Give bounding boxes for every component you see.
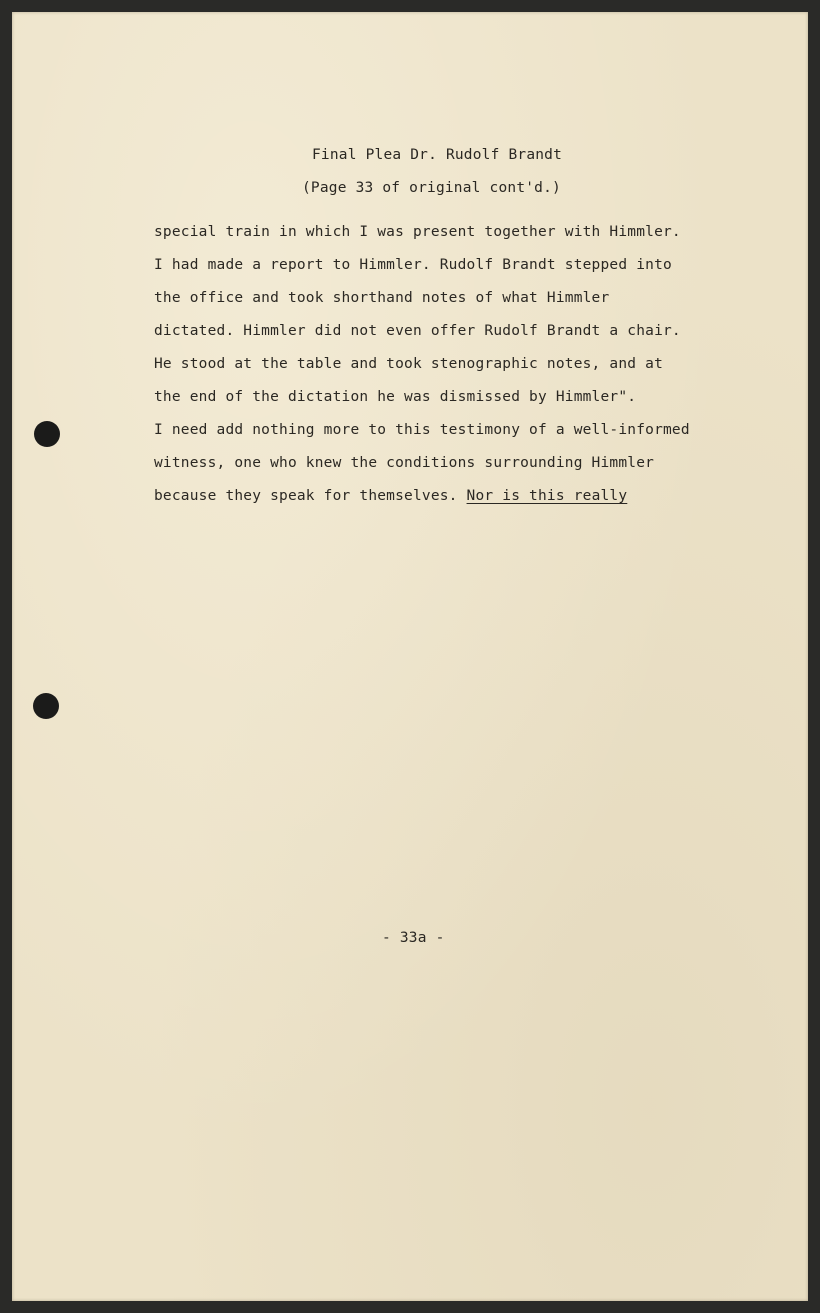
text-line: the office and took shorthand notes of what Himmler [154,290,610,306]
text-line-plain: because they speak for themselves. [154,488,467,504]
document-page [12,12,808,1301]
text-line-last [154,480,794,513]
text-line: He stood at the table and took stenographic notes, and at [154,356,663,372]
text-line: dictated. Himmler did not even offer Rudolf Brandt a chair. [154,323,681,339]
text-line: I need add nothing more to this testimony of a well-informed [154,422,690,438]
text-line: the end of the dictation he was dismissed by Himmler". [154,389,637,405]
page-number: - 33a - [382,930,445,946]
document-subtitle: (Page 33 of original cont'd.) [302,180,561,196]
text-line: I had made a report to Himmler. Rudolf Brandt stepped into [154,257,672,273]
text-line-underlined: Nor is this really [466,488,628,504]
text-line: witness, one who knew the conditions surrounding Himmler [154,455,655,471]
text-line: special train in which I was present together with Himmler. [154,224,681,240]
punch-hole [34,421,60,447]
punch-hole [33,693,59,719]
body-text [154,216,794,513]
document-title: Final Plea Dr. Rudolf Brandt [312,147,563,163]
